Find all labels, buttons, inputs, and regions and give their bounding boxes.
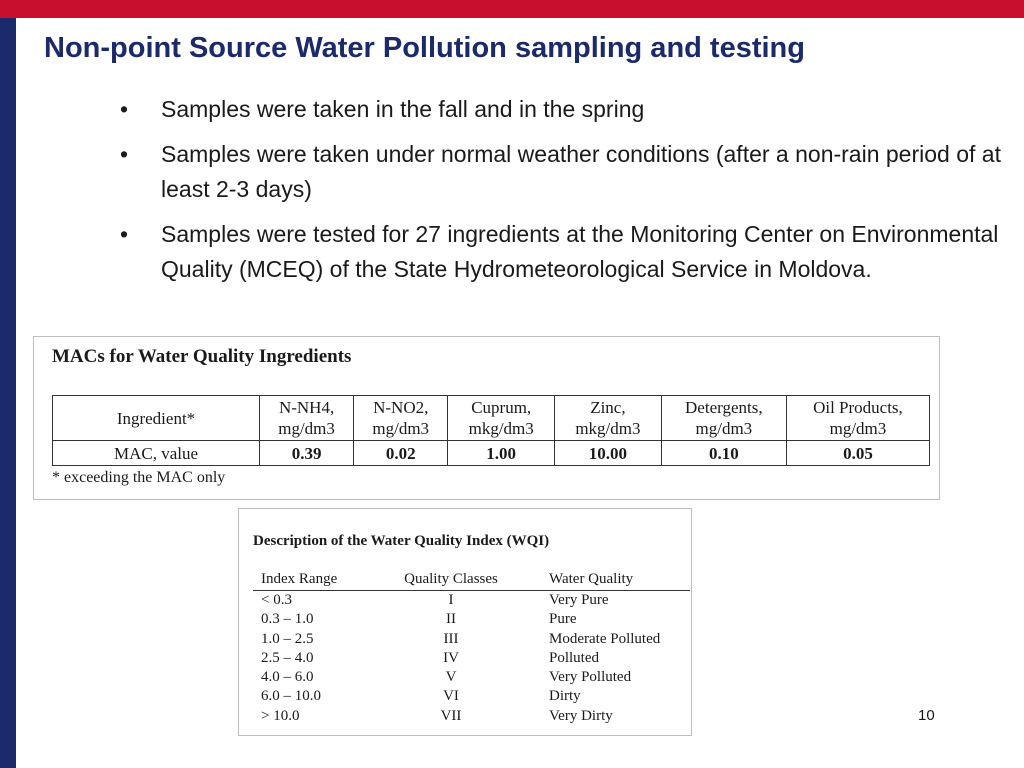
wqi-range: 4.0 – 6.0 xyxy=(261,669,314,686)
wqi-quality: Very Polluted xyxy=(549,669,632,686)
wqi-rows xyxy=(253,592,690,727)
wqi-range: < 0.3 xyxy=(261,592,292,608)
mac-value-cell: 0.02 xyxy=(354,441,448,466)
slide-title: Non-point Source Water Pollution sampling and testing xyxy=(44,32,805,64)
mac-value-cell: 1.00 xyxy=(448,441,555,466)
side-accent-bar xyxy=(0,18,16,768)
mac-table-title: MACs for Water Quality Ingredients xyxy=(52,346,352,367)
mac-header-cell xyxy=(661,396,786,441)
column-unit: mg/dm3 xyxy=(829,419,887,438)
bullet-item xyxy=(120,92,1010,127)
wqi-quality: Pure xyxy=(549,611,577,628)
table-row xyxy=(253,611,690,630)
mac-header-cell xyxy=(354,396,448,441)
column-unit: mkg/dm3 xyxy=(468,419,534,438)
table-row xyxy=(253,708,690,727)
wqi-quality: Very Pure xyxy=(549,592,609,608)
wqi-range: 2.5 – 4.0 xyxy=(261,649,314,666)
bullet-text: Samples were tested for 27 ingredients at the Monitoring Center on Environmental Quality (MCEQ) of the State Hydrometeorological Service in Moldova. xyxy=(161,221,999,282)
table-row xyxy=(253,650,690,669)
mac-footnote: * exceeding the MAC only xyxy=(52,469,226,486)
column-name: Zinc, xyxy=(590,398,626,417)
bullet-item xyxy=(120,217,1010,287)
table-row xyxy=(253,669,690,688)
wqi-class: VI xyxy=(443,688,459,705)
mac-table-image xyxy=(33,336,940,500)
mac-header-cell xyxy=(786,396,929,441)
wqi-header-range: Index Range xyxy=(261,571,338,587)
mac-table xyxy=(52,395,930,466)
bullet-text: Samples were taken under normal weather conditions (after a non-rain period of at least 2-3 days) xyxy=(161,141,1001,202)
wqi-range: 6.0 – 10.0 xyxy=(261,688,321,705)
mac-value-row xyxy=(53,441,930,466)
mac-header-row xyxy=(53,396,930,441)
mac-value-cell: 0.39 xyxy=(260,441,354,466)
wqi-table-title: Description of the Water Quality Index (WQI) xyxy=(253,533,550,549)
wqi-class: II xyxy=(446,611,456,628)
column-unit: mg/dm3 xyxy=(278,419,335,438)
bullet-list xyxy=(120,92,1010,297)
wqi-header-quality: Water Quality xyxy=(549,571,634,587)
mac-header-cell xyxy=(260,396,354,441)
column-name: Oil Products, xyxy=(813,398,903,417)
wqi-quality: Very Dirty xyxy=(549,707,613,724)
wqi-class: I xyxy=(448,592,454,608)
wqi-class: III xyxy=(443,630,459,647)
column-name: Detergents, xyxy=(685,398,763,417)
wqi-range: > 10.0 xyxy=(261,707,300,724)
wqi-quality: Polluted xyxy=(549,649,600,666)
mac-value-cell: 0.05 xyxy=(786,441,929,466)
table-row xyxy=(253,631,690,650)
column-name: N-NH4, xyxy=(278,398,335,417)
wqi-quality: Dirty xyxy=(549,688,581,705)
bullet-dot: • xyxy=(120,141,129,167)
column-name: Cuprum, xyxy=(471,398,532,417)
column-unit: mg/dm3 xyxy=(372,419,430,438)
wqi-class: V xyxy=(445,669,457,686)
wqi-class: IV xyxy=(443,649,459,666)
column-name: N-NO2, xyxy=(373,398,429,417)
wqi-range: 1.0 – 2.5 xyxy=(261,630,314,647)
mac-row-label: MAC, value xyxy=(53,441,260,466)
page-number: 10 xyxy=(918,707,935,724)
mac-header-cell xyxy=(555,396,662,441)
table-row xyxy=(253,592,690,611)
column-unit: mkg/dm3 xyxy=(575,419,641,438)
table-row xyxy=(253,688,690,707)
bullet-dot: • xyxy=(120,221,129,247)
wqi-quality: Moderate Polluted xyxy=(549,630,661,647)
wqi-header-row xyxy=(253,571,690,591)
column-unit: mg/dm3 xyxy=(695,419,753,438)
bullet-dot: • xyxy=(120,96,129,122)
mac-value-cell: 10.00 xyxy=(555,441,662,466)
wqi-header-class: Quality Classes xyxy=(404,571,498,587)
bullet-item xyxy=(120,137,1010,207)
mac-value-cell: 0.10 xyxy=(661,441,786,466)
top-accent-bar xyxy=(0,0,1024,18)
mac-header-label: Ingredient* xyxy=(53,396,260,441)
wqi-table-image xyxy=(238,508,692,736)
wqi-class: VII xyxy=(440,707,462,724)
bullet-text: Samples were taken in the fall and in the spring xyxy=(161,96,645,122)
wqi-range: 0.3 – 1.0 xyxy=(261,611,314,628)
mac-header-cell xyxy=(448,396,555,441)
